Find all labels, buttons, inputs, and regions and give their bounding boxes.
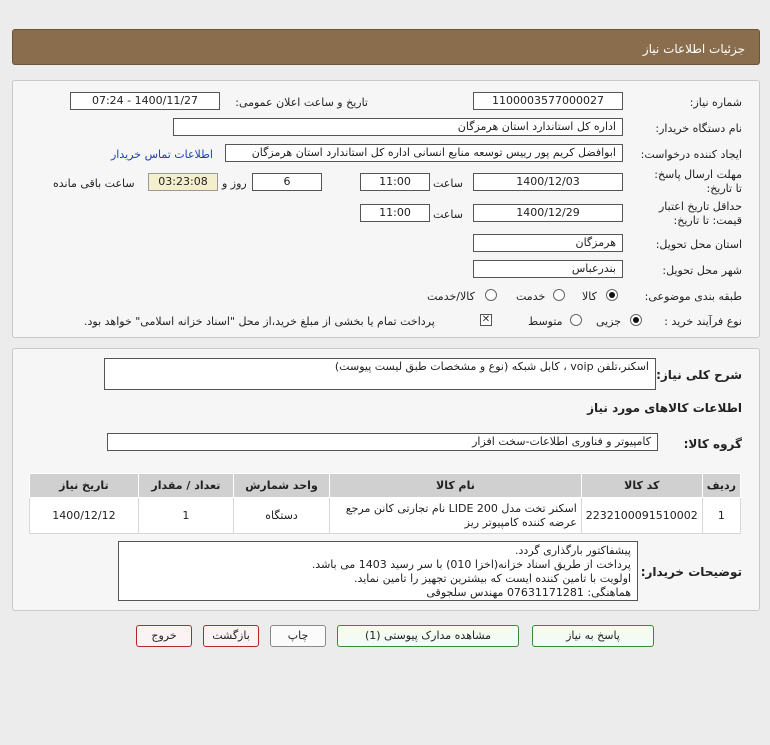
need-number-label: شماره نیاز:	[689, 96, 742, 109]
days-label: روز و	[222, 177, 247, 190]
col-unit: واحد شمارش	[233, 474, 329, 498]
city-field: بندرعباس	[473, 260, 623, 278]
remaining-time-field: 03:23:08	[148, 173, 218, 191]
print-button[interactable]: چاپ	[270, 625, 326, 647]
buyer-org-label: نام دستگاه خریدار:	[655, 122, 742, 135]
treasury-payment-checkbox[interactable]: ✕	[481, 314, 491, 325]
cell-row: 1	[702, 498, 740, 534]
page-title: جزئیات اطلاعات نیاز	[642, 42, 745, 56]
col-qty: تعداد / مقدار	[138, 474, 233, 498]
province-label: استان محل تحویل:	[655, 238, 742, 251]
col-name: نام کالا	[330, 474, 582, 498]
summary-label: شرح کلی نیاز:	[656, 368, 742, 382]
process-label: نوع فرآیند خرید :	[664, 315, 742, 328]
deadline-time-label: ساعت	[433, 177, 463, 190]
cell-name: اسکنر تخت مدل LIDE 200 نام تجارتی کانن مرجع عرضه کننده کامپیوتر ریز	[330, 498, 582, 534]
goods-group-field: کامپیوتر و فناوری اطلاعات-سخت افزار	[107, 433, 658, 451]
remaining-label: ساعت باقی مانده	[53, 177, 135, 190]
category-label: طبقه بندی موضوعی:	[644, 290, 742, 303]
validity-date-field: 1400/12/29	[473, 204, 623, 222]
category-service-label: خدمت	[516, 290, 546, 303]
requester-field: ابوافضل کریم پور رییس توسعه منابع انسانی اداره کل استاندارد استان هرمزگان	[225, 144, 623, 162]
process-medium-radio[interactable]	[570, 314, 582, 326]
back-button[interactable]: بازگشت	[203, 625, 259, 647]
buyer-contact-link[interactable]: اطلاعات تماس خریدار	[111, 148, 213, 161]
deadline-time-field: 11:00	[360, 173, 430, 191]
process-medium-label: متوسط	[528, 315, 563, 328]
category-service-radio[interactable]	[553, 289, 565, 301]
goods-table	[29, 473, 741, 534]
category-goods-radio[interactable]	[606, 289, 618, 301]
reply-button[interactable]: پاسخ به نیاز	[532, 625, 654, 647]
province-field: هرمزگان	[473, 234, 623, 252]
cell-qty: 1	[138, 498, 233, 534]
page-header	[12, 29, 760, 65]
treasury-payment-note: پرداخت تمام یا بخشی از مبلغ خرید،از محل "اسناد خزانه اسلامی" خواهد بود.	[84, 315, 435, 328]
validity-time-field: 11:00	[360, 204, 430, 222]
requester-label: ایجاد کننده درخواست:	[640, 148, 742, 161]
announce-datetime-field: 1400/11/27 - 07:24	[70, 92, 220, 110]
col-row: ردیف	[702, 474, 740, 498]
validity-time-label: ساعت	[433, 208, 463, 221]
announce-label: تاریخ و ساعت اعلان عمومی:	[235, 96, 368, 109]
category-both-label: کالا/خدمت	[427, 290, 475, 303]
note-line: اولویت با تامین کننده ایست که بیشترین تجهیز را تامین نماید.	[353, 572, 631, 585]
buyer-notes-box	[118, 541, 638, 601]
city-label: شهر محل تحویل:	[662, 264, 742, 277]
summary-field: اسکنر،تلفن voip ، کابل شبکه (نوع و مشخصات طبق لیست پیوست)	[104, 358, 656, 390]
exit-button[interactable]: خروج	[136, 625, 192, 647]
goods-group-label: گروه کالا:	[683, 437, 742, 451]
cell-need-date: 1400/12/12	[30, 498, 139, 534]
need-number-field: 1100003577000027	[473, 92, 623, 110]
category-both-radio[interactable]	[485, 289, 497, 301]
process-minor-radio[interactable]	[630, 314, 642, 326]
days-field: 6	[252, 173, 322, 191]
table-row	[30, 498, 741, 534]
note-line: پیشفاکتور بارگذاری گردد.	[515, 544, 631, 557]
note-line: پرداخت از طریق اسناد خزانه(اخزا 010) با سر رسید 1403 می باشد.	[311, 558, 631, 571]
deadline-label: مهلت ارسال پاسخ: تا تاریخ:	[654, 168, 742, 195]
col-need-date: تاریخ نیاز	[30, 474, 139, 498]
col-code: کد کالا	[581, 474, 702, 498]
cell-code: 2232100091510002	[581, 498, 702, 534]
goods-table-header	[30, 474, 741, 498]
category-goods-label: کالا	[582, 290, 597, 303]
cell-unit: دستگاه	[233, 498, 329, 534]
deadline-date-field: 1400/12/03	[473, 173, 623, 191]
attachments-button[interactable]: مشاهده مدارک پیوستی (1)	[337, 625, 519, 647]
buyer-notes-label: توضیحات خریدار:	[640, 565, 742, 579]
buyer-org-field: اداره کل استاندارد استان هرمزگان	[173, 118, 623, 136]
process-minor-label: جزیی	[596, 315, 622, 328]
note-line: هماهنگی: 07631171281 مهندس سلجوقی	[426, 586, 631, 599]
validity-label: حداقل تاریخ اعتبار قیمت: تا تاریخ:	[658, 200, 742, 227]
goods-info-title: اطلاعات کالاهای مورد نیاز	[587, 401, 742, 415]
